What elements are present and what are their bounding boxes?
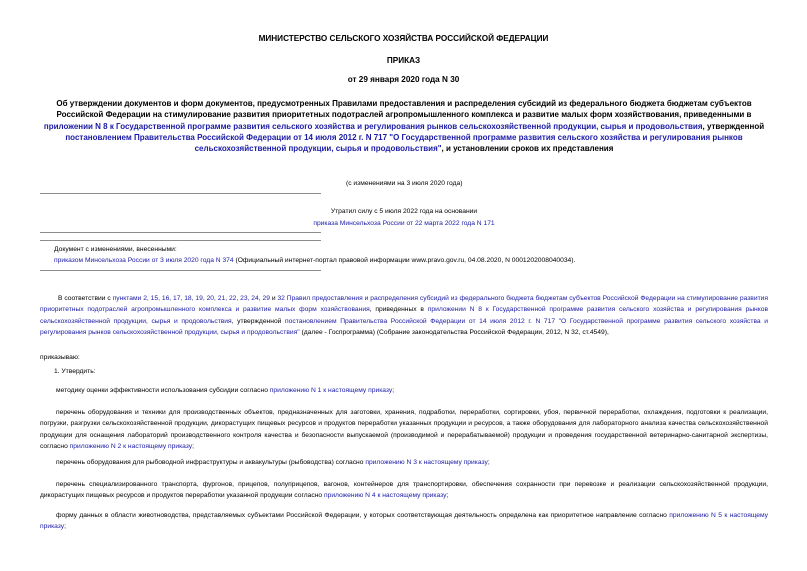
approval-4-text: перечень специализированного транспорта, фургонов, прицепов, полуприцепов, вагонов, контейнеров для транспортировки, обеспечения сохранности при перевозке и реализации сельскохозяйственной продукции, дикорастущих пищевых ресурсов и продуктов переработки указанной продукции согласно xyxy=(40,481,768,500)
preamble-link-rules[interactable]: 32 Правил предоставления и распределения субсидий из федерального бюджета бюджетам субъектов Российской Федерации на стимулирование развития приоритетных подотраслей агропромышленного комплекса и развитие малых форм хозяйствования xyxy=(40,295,769,314)
ministry-heading: МИНИСТЕРСТВО СЕЛЬСКОГО ХОЗЯЙСТВА РОССИЙСКОЙ ФЕДЕРАЦИИ xyxy=(258,34,549,43)
order-word: приказываю: xyxy=(40,354,80,361)
title-text-3: , и установлении сроков их представления xyxy=(441,144,614,154)
approval-item-5 xyxy=(40,510,768,533)
approval-item-1 xyxy=(40,385,768,396)
preamble-text-1: В соответствии с xyxy=(58,295,113,302)
preamble-text-4: , утвержденной xyxy=(231,317,286,325)
approval-2-link[interactable]: приложению N 2 к настоящему приказу xyxy=(69,442,193,450)
preamble-link-appendix-8[interactable]: приложении N 8 к Государственной программе развития сельского хозяйства и регулирования рынков сельскохозяйственной продукции, сырья и продовольствия xyxy=(40,306,769,325)
approval-4-end: ; xyxy=(446,492,449,500)
amended-label: Документ с изменениями, внесенными: xyxy=(54,246,177,253)
preamble-text-2: и xyxy=(269,295,278,302)
changes-note: (с изменениями на 3 июля 2020 года) xyxy=(346,180,463,187)
approval-item-2 xyxy=(40,407,768,452)
amended-line xyxy=(54,255,575,267)
approval-3-end: ; xyxy=(487,459,490,466)
expired-notice xyxy=(284,206,524,229)
approval-2-end: ; xyxy=(192,442,195,450)
preamble-paragraph xyxy=(40,293,768,338)
approval-1-text: методику оценки эффективности использования субсидии согласно xyxy=(56,387,270,394)
approval-1-end: ; xyxy=(392,387,395,394)
title-link-appendix-8[interactable]: приложении N 8 к Государственной программе развития сельского хозяйства и регулирования рынков сельскохозяйственной продукции, сырья и продовольствия xyxy=(43,121,703,131)
divider-1 xyxy=(40,193,321,194)
amended-link[interactable]: приказом Минсельхоза России от 3 июля 2020 года N 374 xyxy=(54,257,234,264)
approval-3-link[interactable]: приложению N 3 к настоящему приказу xyxy=(365,459,488,466)
preamble-link-clauses[interactable]: пунктами 2, 15, 16, 17, 18, 19, 20, 21, 22, 23, 24, 29 xyxy=(112,295,270,302)
amended-rest: (Официальный интернет-портал правовой информации www.pravo.gov.ru, 04.08.2020, N 0001202008040034). xyxy=(233,257,576,264)
approval-1-link[interactable]: приложению N 1 к настоящему приказу xyxy=(269,387,393,394)
approval-5-text: форму данных в области животноводства, представляемых субъектами Российской Федерации, у которых соответствующая деятельность определена как приоритетное направление согласно xyxy=(56,512,670,519)
approval-item-4 xyxy=(40,479,768,502)
item-1-heading: 1. Утвердить: xyxy=(54,368,96,375)
divider-3 xyxy=(40,240,321,241)
doc-type-heading: ПРИКАЗ xyxy=(386,56,421,65)
expired-text: Утратил силу с 5 июля 2022 года на основании xyxy=(330,208,478,215)
preamble-link-resolution-717[interactable]: постановлением Правительства Российской Федерации от 14 июля 2012 г. N 717 "О Государственной программе развития сельского хозяйства и регулирования рынков сельскохозяйственной продукции, сырья и продовольствия" xyxy=(40,317,768,336)
approval-4-link[interactable]: приложению N 4 к настоящему приказу xyxy=(323,492,447,500)
expired-link[interactable]: приказа Минсельхоза России от 22 марта 2022 года N 171 xyxy=(313,219,495,227)
divider-2 xyxy=(40,232,321,233)
title-text-1: Об утверждении документов и форм документов, предусмотренных Правилами предоставления и распределения субсидий из федерального бюджета бюджетам субъектов Российской Федерации на стимулирование развития приоритетных подотраслей агропромышленного комплекса и развитие малых форм хозяйствования, приведенными в xyxy=(56,99,752,120)
title-link-resolution-717[interactable]: постановлением Правительства Российской Федерации от 14 июля 2012 г. N 717 "О Государственной программе развития сельского хозяйства и регулирования рынков сельскохозяйственной продукции, сырья и продовольствия" xyxy=(65,132,743,154)
title-text-2: , утвержденной xyxy=(702,121,765,131)
approval-2-text: перечень оборудования и техники для производственных объектов, предназначенных для заготовки, хранения, подработки, переработки, сортировки, убоя, первичной переработки, охлаждения, подготовки к реализации, погрузки, разгрузки сельскохозяйственной продукции, дикорастущих пищевых ресурсов и продуктов переработки указанных продукции и ресурсов, а также оборудования для лабораторного анализа качества сельскохозяйственной продукции для оснащения лабораторий производственного контроля качества и безопасности выпускаемой (производимой и перерабатываемой) продукции и проведения государственной ветеринарно-санитарной экспертизы, согласно xyxy=(40,409,768,450)
approval-3-text: перечень оборудования для рыбоводной инфраструктуры и аквакультуры (рыбоводства) согласно xyxy=(56,459,366,466)
preamble-text-5: (далее - Госпрограмма) (Собрание законодательства Российской Федерации, 2012, N 32, ст.4549), xyxy=(299,328,609,336)
document-title xyxy=(40,98,768,154)
approval-5-end: ; xyxy=(64,523,66,531)
preamble-text-3: , приведенных в xyxy=(369,306,428,314)
approval-5-link[interactable]: приложению N 5 к настоящему приказу xyxy=(40,512,768,531)
divider-4 xyxy=(40,270,321,271)
date-number-heading: от 29 января 2020 года N 30 xyxy=(347,75,460,84)
approval-item-3 xyxy=(40,457,768,468)
